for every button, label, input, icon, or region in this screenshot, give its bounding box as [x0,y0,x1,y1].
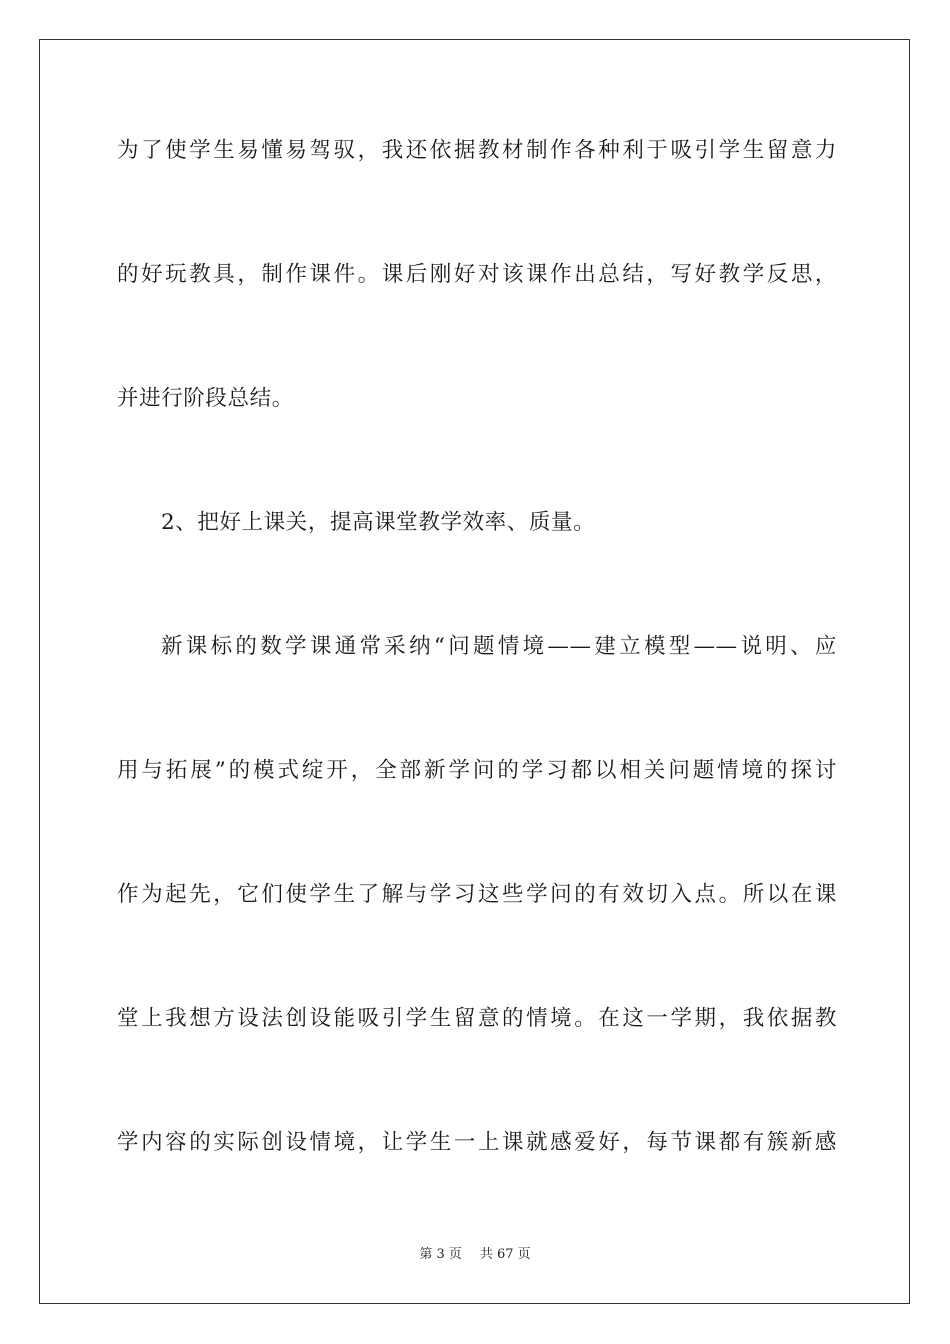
section-heading: 2、把好上课关，提高课堂教学效率、质量。 [161,510,596,535]
page-total: 共 67 页 [479,1247,531,1262]
body-text-line-8: 堂上我想方设法创设能吸引学生留意的情境。在这一学期，我依据教 [117,1006,837,1031]
page-border [39,39,910,1304]
body-text-line-1: 为了使学生易懂易驾驭，我还依据教材制作各种利于吸引学生留意力 [117,138,837,163]
page-number: 第 3 页 [419,1247,462,1262]
body-text-line-3: 并进行阶段总结。 [117,386,294,411]
body-text-line-5: 新课标的数学课通常采纳“问题情境——建立模型——说明、应 [161,634,837,659]
body-text-line-9: 学内容的实际创设情境，让学生一上课就感爱好，每节课都有簇新感 [117,1130,837,1155]
body-text-line-6: 用与拓展”的模式绽开，全部新学问的学习都以相关问题情境的探讨 [117,758,837,783]
body-text-line-2: 的好玩教具，制作课件。课后刚好对该课作出总结，写好教学反思， [117,262,837,287]
page-footer [0,1246,950,1264]
body-text-line-7: 作为起先，它们使学生了解与学习这些学问的有效切入点。所以在课 [117,882,837,907]
